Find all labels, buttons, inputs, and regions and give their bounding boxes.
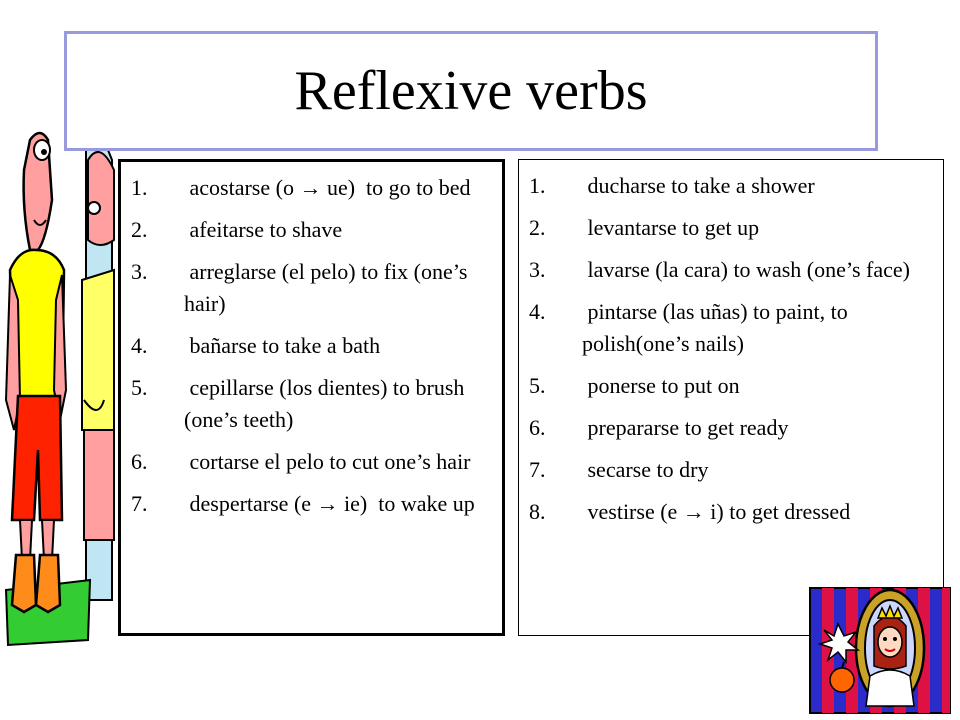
item-number: 2.: [131, 217, 148, 242]
cartoon-man-left: [6, 133, 90, 645]
item-text: levantarse to get up: [582, 215, 760, 240]
item-number: 6.: [529, 415, 546, 440]
page-title: Reflexive verbs: [294, 60, 648, 122]
item-number: 1.: [529, 173, 546, 198]
right-verb-panel: [518, 159, 944, 636]
item-text: vestirse (e → i) to get dressed: [582, 499, 851, 524]
item-number: 7.: [529, 457, 546, 482]
item-text: ducharse to take a shower: [582, 173, 815, 198]
item-number: 4.: [529, 299, 546, 324]
list-item: [519, 212, 937, 244]
item-text: bañarse to take a bath: [184, 333, 381, 358]
item-number: 5.: [131, 375, 148, 400]
list-item: [121, 214, 496, 246]
cartoon-man-behind: [82, 110, 114, 600]
item-text: ponerse to put on: [582, 373, 740, 398]
item-number: 5.: [529, 373, 546, 398]
item-text: pintarse (las uñas) to paint, to polish(one’s nails): [582, 299, 854, 356]
item-text: lavarse (la cara) to wash (one’s face): [582, 257, 910, 282]
item-text: cepillarse (los dientes) to brush (one’s teeth): [184, 375, 470, 432]
item-text: secarse to dry: [582, 457, 709, 482]
mirror-woman-clipart: [806, 576, 956, 716]
item-text: arreglarse (el pelo) to fix (one’s hair): [184, 259, 473, 316]
item-text: afeitarse to shave: [184, 217, 343, 242]
item-number: 2.: [529, 215, 546, 240]
item-number: 6.: [131, 449, 148, 474]
item-number: 7.: [131, 491, 148, 516]
list-item: [519, 412, 937, 444]
item-text: prepararse to get ready: [582, 415, 789, 440]
list-item: [519, 496, 937, 528]
list-item: [519, 454, 937, 486]
item-text: acostarse (o → ue) to go to bed: [184, 175, 471, 200]
list-item: [519, 296, 937, 360]
item-number: 1.: [131, 175, 148, 200]
item-text: cortarse el pelo to cut one’s hair: [184, 449, 471, 474]
title-box: [64, 31, 878, 151]
item-number: 8.: [529, 499, 546, 524]
list-item: [519, 254, 937, 286]
left-verb-list: [121, 162, 502, 520]
list-item: [121, 372, 496, 436]
item-text: despertarse (e → ie) to wake up: [184, 491, 475, 516]
list-item: [519, 370, 937, 402]
item-number: 4.: [131, 333, 148, 358]
list-item: [121, 488, 496, 520]
list-item: [121, 172, 496, 204]
list-item: [121, 446, 496, 478]
item-number: 3.: [131, 259, 148, 284]
list-item: [121, 256, 496, 320]
list-item: [519, 170, 937, 202]
item-number: 3.: [529, 257, 546, 282]
cartoon-men-clipart: [0, 100, 118, 660]
list-item: [121, 330, 496, 362]
right-verb-list: [519, 160, 943, 528]
left-verb-panel: [118, 159, 505, 636]
